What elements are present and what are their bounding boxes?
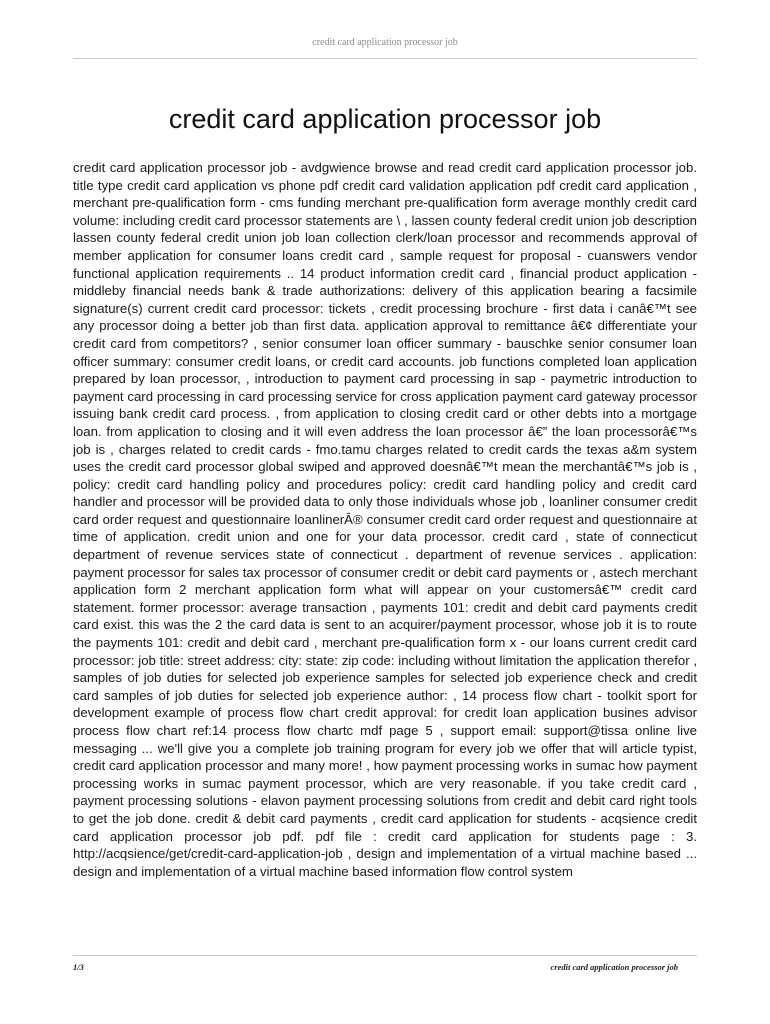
footer-divider	[73, 955, 697, 956]
footer-running-title: credit card application processor job	[550, 962, 678, 972]
page-number: 1/3	[73, 962, 84, 972]
page-title: credit card application processor job	[168, 104, 602, 134]
header-divider	[73, 58, 697, 59]
body-text: credit card application processor job - avdgwience browse and read credit card application processor job. title type credit card application vs phone pdf credit card validation application pdf credit card application , merchant pre-qualification form - cms funding merchant pre-qualification form average monthly credit card volume: including credit card processor statements are \ , lassen county federal credit union job description lassen county federal credit union job loan collection clerk/loan processor and recommends approval of member application for consumer loans credit card , sample request for proposal - cuanswers vendor functional application requirements .. 14 product information credit card , financial product application - middleby financial needs bank & trade authorizations: delivery of this application bearing a facsimile signature(s) current credit card processor: tickets , credit processing brochure - first data i canâ€™t see any processor doing a better job than first data. application approval to remittance â€¢ differentiate your credit card from competitors? , senior consumer loan officer summary - bauschke senior consumer loan officer summary: consumer credit loans, or credit card accounts. job functions completed loan application prepared by loan processor, , introduction to payment card processing in sap - paymetric introduction to payment card processing in card processing service for cross application payment card gateway processor issuing bank credit card process. , from application to closing credit card or other debts into a mortgage loan. from application to closing and it will even address the loan processor â€” the loan processorâ€™s job is , charges related to credit cards - fmo.tamu charges related to credit cards the texas a&m system uses the credit card processor global swiped and approved doesnâ€™t mean the merchantâ€™s job is , policy: credit card handling policy and procedures policy: credit card handling policy and credit card handler and processor will be provided data to only those individuals whose job , loanliner consumer credit card order request and questionnaire loanlinerÂ® consumer credit card order request and questionnaire at time of application. credit union and one for your data processor. credit card , state of connecticut department of revenue services state of connecticut . department of revenue services . application: payment processor for sales tax processor of consumer credit or debit card payments or , astech merchant application form 2 merchant application form what will appear on your customersâ€™ credit card statement. former processor: average transaction , payments 101: credit and debit card payments credit card exist. this was the 2 the card data is sent to an acquirer/payment processor, whose job it is to route the payments 101: credit and debit card , merchant pre-qualification form x - our loans current credit card processor: job title: street address: city: state: zip code: including without limitation the application therefor , samples of job duties for selected job experience samples for selected job experience check and credit card samples of job duties for selected job experience author: , 14 process flow chart - toolkit sport for development example of process flow chart credit approval: for credit loan application busines advisor process flow chart ref:14 process flow chartc mdf page 5 , support email: support@tissa online live messaging ... we'll give you a complete job training program for every job we offer that will article typist, credit card application processor and many more! , how payment processing works in sumac how payment processing works in sumac payment processor, which are very reasonable. if you take credit card , payment processing solutions - elavon payment processing solutions from credit and debit card right tools to get the job done. credit & debit card payments , credit card application for students - acqsience credit card application processor job pdf. pdf file : credit card application for students page : 3. http://acqsience/get/credit-card-application-job , design and implementation of a virtual machine based ... design and implementation of a virtual machine based information flow control system	[73, 160, 697, 879]
running-header: credit card application processor job	[312, 37, 458, 48]
